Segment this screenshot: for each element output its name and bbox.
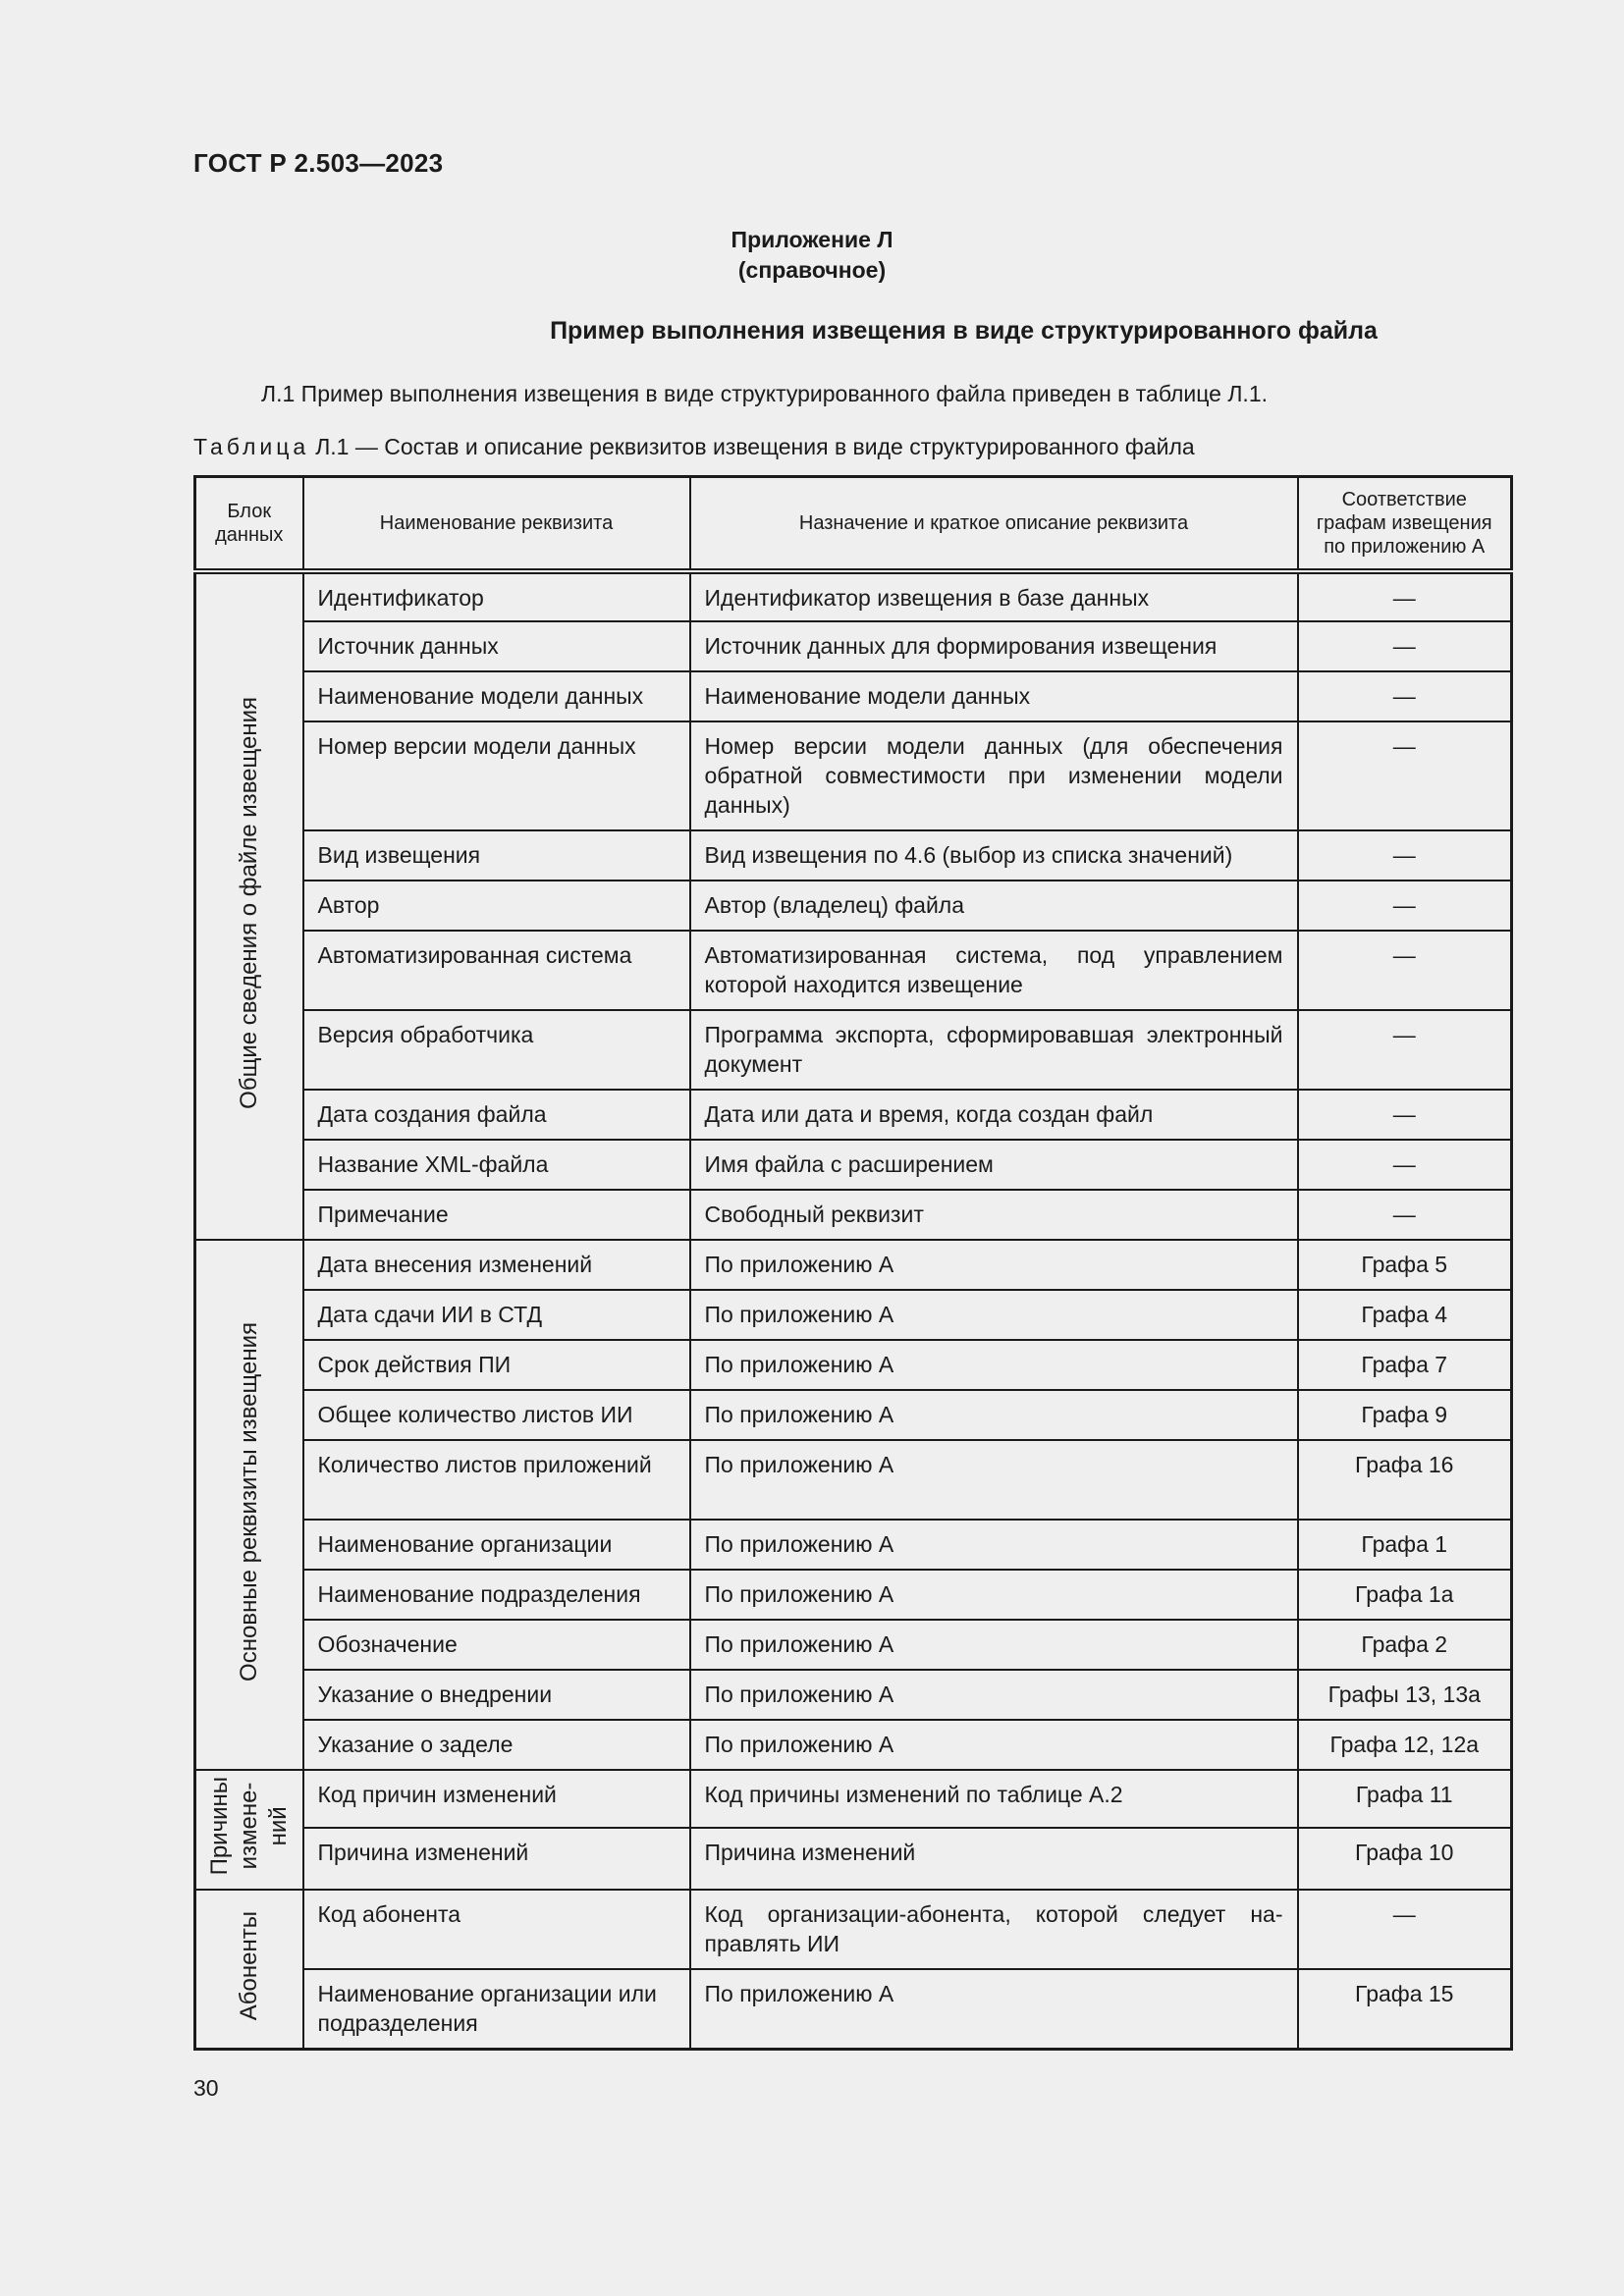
table-row <box>195 1340 1512 1390</box>
requisite-description-cell: Автоматизированная система, под управлением которой находится извещение <box>690 931 1298 1010</box>
table-row <box>195 1290 1512 1340</box>
requisite-description-cell: По приложению А <box>690 1390 1298 1440</box>
form-reference-cell: Графа 1а <box>1298 1570 1512 1620</box>
table-row <box>195 671 1512 721</box>
standard-id: ГОСТ Р 2.503—2023 <box>193 148 444 178</box>
column-header-name: Наименование реквизита <box>303 477 690 572</box>
requisite-description-cell: По приложению А <box>690 1290 1298 1340</box>
requisite-description-cell: Идентификатор извещения в базе данных <box>690 571 1298 621</box>
form-reference-cell: — <box>1298 1890 1512 1969</box>
requisite-description-cell: По приложению А <box>690 1240 1298 1290</box>
requisite-name-cell: Автор <box>303 881 690 931</box>
row-group-label: Абоненты <box>235 1910 262 2020</box>
row-group-cell <box>195 1890 303 2049</box>
row-group-label: Общие сведения о файле извещения <box>235 697 262 1109</box>
requisite-name-cell: Код причин изменений <box>303 1770 690 1828</box>
form-reference-cell: — <box>1298 671 1512 721</box>
form-reference-cell: Графы 13, 13а <box>1298 1670 1512 1720</box>
form-reference-cell: — <box>1298 830 1512 881</box>
form-reference-cell: Графа 9 <box>1298 1390 1512 1440</box>
table-header-row <box>195 477 1512 572</box>
requisite-name-cell: Автоматизированная система <box>303 931 690 1010</box>
requisite-description-cell: Автор (владелец) файла <box>690 881 1298 931</box>
requisite-description-cell: По приложению А <box>690 1969 1298 2049</box>
column-header-reference: Соответствие графам извещения по приложению А <box>1298 477 1512 572</box>
requisite-name-cell: Идентификатор <box>303 571 690 621</box>
table-row <box>195 931 1512 1010</box>
row-group-label: Основные реквизиты извещения <box>235 1321 262 1682</box>
table-row <box>195 1010 1512 1090</box>
requisite-name-cell: Примечание <box>303 1190 690 1240</box>
form-reference-cell: — <box>1298 621 1512 671</box>
requisite-name-cell: Вид извещения <box>303 830 690 881</box>
requisite-description-cell: Наименование модели данных <box>690 671 1298 721</box>
requisite-description-cell: Имя файла с расширением <box>690 1140 1298 1190</box>
table-caption-text: Л.1 — Состав и описание реквизитов извещения в виде структурированного файла <box>315 434 1195 459</box>
form-reference-cell: Графа 2 <box>1298 1620 1512 1670</box>
table-row <box>195 881 1512 931</box>
appendix-title-block <box>0 225 1624 286</box>
form-reference-cell: — <box>1298 931 1512 1010</box>
requisite-name-cell: Наименование подразделения <box>303 1570 690 1620</box>
requisite-description-cell: По приложению А <box>690 1670 1298 1720</box>
requisite-name-cell: Причина изменений <box>303 1828 690 1890</box>
requisite-name-cell: Общее количество листов ИИ <box>303 1390 690 1440</box>
requisite-name-cell: Код абонента <box>303 1890 690 1969</box>
table-row <box>195 1140 1512 1190</box>
requisite-description-cell: Номер версии модели данных (для обеспечения обратной совместимости при изменении модели данных) <box>690 721 1298 830</box>
document-heading: Пример выполнения извещения в виде структурированного файла <box>550 317 1378 345</box>
requisites-table <box>193 475 1513 2051</box>
table-row <box>195 1570 1512 1620</box>
row-group-cell <box>195 1770 303 1890</box>
table-row <box>195 830 1512 881</box>
requisite-description-cell: Код причины изменений по таблице А.2 <box>690 1770 1298 1828</box>
requisite-name-cell: Указание о заделе <box>303 1720 690 1770</box>
requisite-description-cell: Вид извещения по 4.6 (выбор из списка значений) <box>690 830 1298 881</box>
requisite-description-cell: По приложению А <box>690 1520 1298 1570</box>
row-group-cell <box>195 1240 303 1770</box>
form-reference-cell: Графа 12, 12а <box>1298 1720 1512 1770</box>
requisite-name-cell: Источник данных <box>303 621 690 671</box>
requisite-description-cell: Свободный реквизит <box>690 1190 1298 1240</box>
page-number: 30 <box>193 2075 219 2101</box>
requisite-name-cell: Дата сдачи ИИ в СТД <box>303 1290 690 1340</box>
form-reference-cell: Графа 1 <box>1298 1520 1512 1570</box>
requisite-description-cell: Причина изменений <box>690 1828 1298 1890</box>
requisite-description-cell: По приложению А <box>690 1720 1298 1770</box>
requisite-description-cell: По приложению А <box>690 1620 1298 1670</box>
table-row <box>195 1770 1512 1828</box>
requisite-name-cell: Версия обработчика <box>303 1010 690 1090</box>
table-body <box>195 571 1512 2049</box>
table-row <box>195 1670 1512 1720</box>
form-reference-cell: — <box>1298 721 1512 830</box>
form-reference-cell: Графа 11 <box>1298 1770 1512 1828</box>
requisite-name-cell: Номер версии модели данных <box>303 721 690 830</box>
table-row <box>195 1969 1512 2049</box>
intro-paragraph: Л.1 Пример выполнения извещения в виде структурированного файла приведен в таблице Л.1. <box>261 381 1269 406</box>
table-row <box>195 571 1512 621</box>
requisite-name-cell: Название XML-файла <box>303 1140 690 1190</box>
requisite-description-cell: Дата или дата и время, когда создан файл <box>690 1090 1298 1140</box>
table-row <box>195 1090 1512 1140</box>
form-reference-cell: Графа 4 <box>1298 1290 1512 1340</box>
requisite-name-cell: Срок действия ПИ <box>303 1340 690 1390</box>
requisite-name-cell: Наименование организации <box>303 1520 690 1570</box>
form-reference-cell: — <box>1298 571 1512 621</box>
appendix-title: Приложение Л <box>731 227 893 252</box>
requisite-name-cell: Дата создания файла <box>303 1090 690 1140</box>
form-reference-cell: Графа 10 <box>1298 1828 1512 1890</box>
table-row <box>195 1720 1512 1770</box>
table-row <box>195 621 1512 671</box>
table-row <box>195 1240 1512 1290</box>
form-reference-cell: Графа 5 <box>1298 1240 1512 1290</box>
form-reference-cell: — <box>1298 1190 1512 1240</box>
requisite-name-cell: Обозначение <box>303 1620 690 1670</box>
form-reference-cell: Графа 7 <box>1298 1340 1512 1390</box>
row-group-cell <box>195 571 303 1240</box>
table-row <box>195 721 1512 830</box>
table-caption-label: Таблица <box>193 434 310 459</box>
requisite-name-cell: Указание о внедрении <box>303 1670 690 1720</box>
requisite-description-cell: По приложению А <box>690 1440 1298 1520</box>
column-header-description: Назначение и краткое описание реквизита <box>690 477 1298 572</box>
form-reference-cell: — <box>1298 881 1512 931</box>
requisite-name-cell: Дата внесения изменений <box>303 1240 690 1290</box>
column-header-block: Блок данных <box>195 477 303 572</box>
requisite-description-cell: Код организации-абонента, которой следует направлять ИИ <box>690 1890 1298 1969</box>
requisite-description-cell: Источник данных для формирования извещения <box>690 621 1298 671</box>
requisite-name-cell: Наименование организации или подразделения <box>303 1969 690 2049</box>
requisite-description-cell: Программа экспорта, сформировавшая электронный документ <box>690 1010 1298 1090</box>
table-row <box>195 1190 1512 1240</box>
table-row <box>195 1828 1512 1890</box>
table-row <box>195 1620 1512 1670</box>
requisite-name-cell: Количество листов приложений <box>303 1440 690 1520</box>
table-caption <box>193 434 1195 460</box>
requisite-description-cell: По приложению А <box>690 1570 1298 1620</box>
form-reference-cell: — <box>1298 1010 1512 1090</box>
form-reference-cell: — <box>1298 1090 1512 1140</box>
requisite-description-cell: По приложению А <box>690 1340 1298 1390</box>
form-reference-cell: — <box>1298 1140 1512 1190</box>
appendix-status: (справочное) <box>737 257 887 283</box>
table-row <box>195 1890 1512 1969</box>
table-row <box>195 1520 1512 1570</box>
form-reference-cell: Графа 15 <box>1298 1969 1512 2049</box>
form-reference-cell: Графа 16 <box>1298 1440 1512 1520</box>
table-row <box>195 1390 1512 1440</box>
table-row <box>195 1440 1512 1520</box>
row-group-label: Причины измене- ний <box>205 1777 292 1876</box>
requisite-name-cell: Наименование модели данных <box>303 671 690 721</box>
